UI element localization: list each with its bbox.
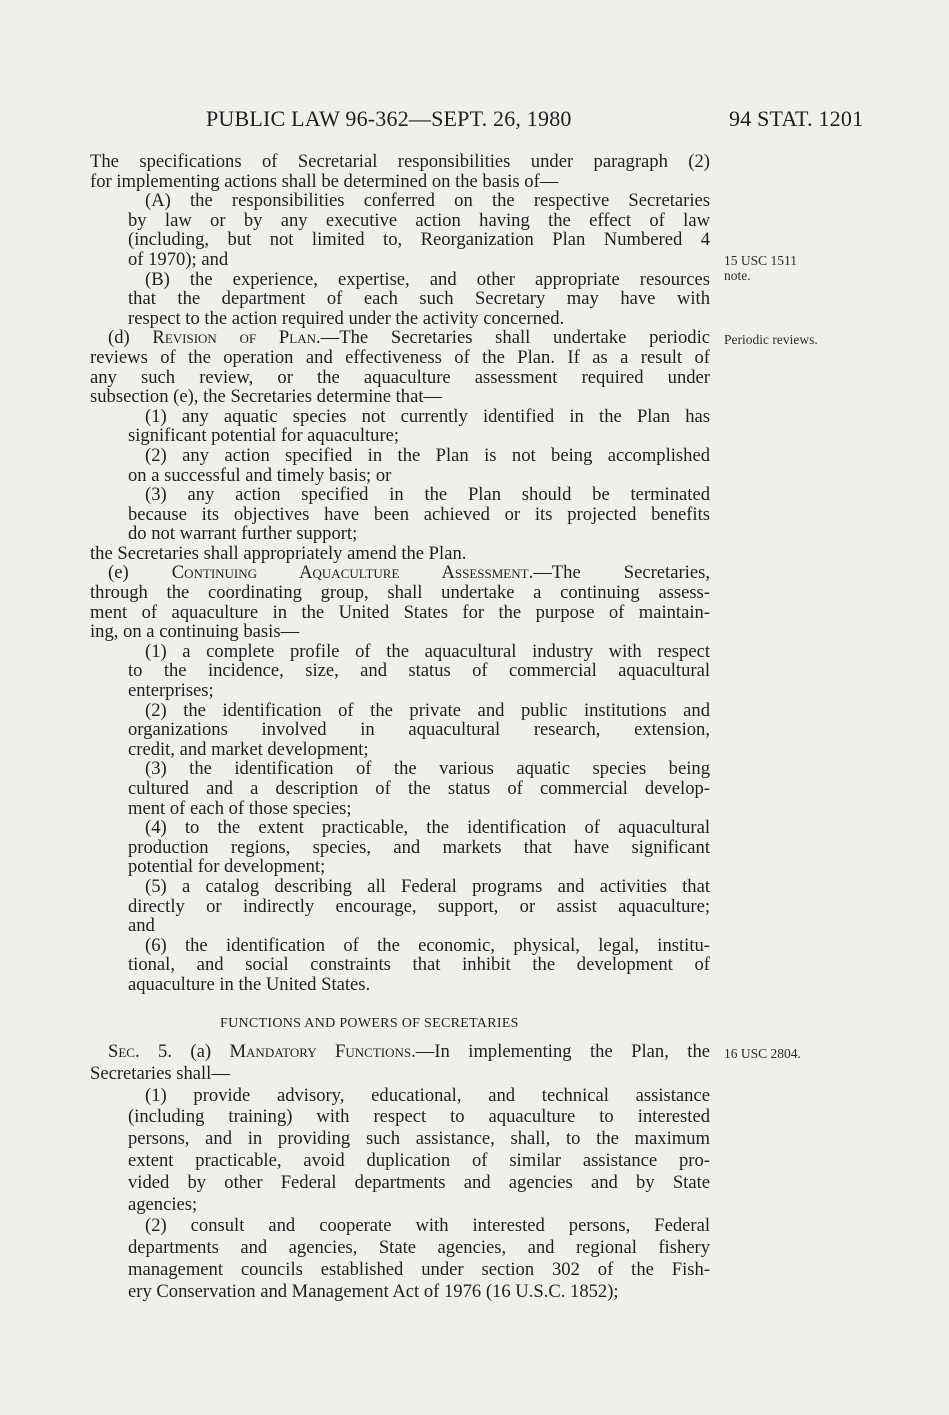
text-span: .—The Secretaries shall undertake periodic bbox=[315, 327, 710, 349]
running-header-title: PUBLIC LAW 96-362—SEPT. 26, 1980 bbox=[206, 106, 572, 131]
text-line: Secretaries shall— bbox=[90, 1062, 230, 1084]
section-heading: FUNCTIONS AND POWERS OF SECRETARIES bbox=[220, 1016, 519, 1031]
text-line: of 1970); and bbox=[128, 248, 229, 270]
text-line: credit, and market development; bbox=[128, 738, 369, 760]
text-line: because its objectives have been achieved or its projected benefits bbox=[128, 503, 710, 525]
body-text-block-2 bbox=[90, 1041, 710, 1303]
text-span: Mandatory Functions bbox=[229, 1041, 412, 1062]
text-line: tional, and social constraints that inhibit the development of bbox=[128, 954, 710, 976]
text-span: (e) bbox=[108, 562, 172, 584]
text-line: ment of aquaculture in the United States for the purpose of maintain- bbox=[90, 601, 710, 623]
text-line: (1) provide advisory, educational, and technical assistance bbox=[145, 1084, 710, 1106]
text-line: persons, and in providing such assistance, shall, to the maximum bbox=[128, 1128, 710, 1150]
text-line: subsection (e), the Secretaries determine that— bbox=[90, 386, 443, 408]
text-line: The specifications of Secretarial responsibilities under paragraph (2) bbox=[90, 151, 710, 172]
text-line: directly or indirectly encourage, support, or assist aquaculture; bbox=[128, 895, 710, 917]
text-line: (1) any aquatic species not currently identified in the Plan has bbox=[145, 405, 710, 427]
text-line: do not warrant further support; bbox=[128, 523, 358, 545]
text-line: (2) consult and cooperate with interested persons, Federal bbox=[145, 1215, 710, 1237]
text-line: aquaculture in the United States. bbox=[128, 973, 371, 995]
text-span: Revision of Plan bbox=[152, 327, 316, 349]
text-span: .—The Secretaries, bbox=[528, 562, 710, 584]
statute-page-number: 94 STAT. 1201 bbox=[729, 106, 864, 131]
text-line bbox=[90, 563, 710, 583]
text-line: that the department of each such Secretary may have with bbox=[128, 288, 710, 310]
text-span: (d) bbox=[108, 327, 153, 349]
text-line: (3) any action specified in the Plan should be terminated bbox=[145, 484, 710, 506]
text-line: (6) the identification of the economic, physical, legal, institu- bbox=[145, 934, 710, 956]
body-text-block-1 bbox=[90, 152, 710, 995]
text-line: ing, on a continuing basis— bbox=[90, 621, 300, 643]
text-line: extent practicable, avoid duplication of similar assistance pro- bbox=[128, 1149, 710, 1171]
text-line bbox=[90, 1041, 710, 1063]
text-line: the Secretaries shall appropriately amend the Plan. bbox=[90, 542, 467, 564]
text-line: potential for development; bbox=[128, 856, 326, 878]
text-line: respect to the action required under the activity concerned. bbox=[128, 307, 565, 329]
text-line: significant potential for aquaculture; bbox=[128, 425, 400, 447]
margin-note-usc: 15 USC 1511 note. bbox=[724, 253, 798, 283]
text-line: (5) a catalog describing all Federal programs and activities that bbox=[145, 875, 710, 897]
text-span: Sec. bbox=[108, 1041, 140, 1062]
text-line: cultured and a description of the status of commercial develop- bbox=[128, 778, 710, 799]
text-line: (1) a complete profile of the aquacultural industry with respect bbox=[145, 640, 710, 662]
text-line: (3) the identification of the various aquatic species being bbox=[145, 758, 710, 780]
text-span: .—In implementing the Plan, the bbox=[411, 1041, 711, 1062]
text-span: Continuing Aquaculture Assessment bbox=[171, 562, 529, 584]
text-line: departments and agencies, State agencies, and regional fishery bbox=[128, 1237, 710, 1259]
text-line: (4) to the extent practicable, the identification of aquacultural bbox=[145, 817, 710, 839]
margin-note-usc-2804: 16 USC 2804. bbox=[724, 1046, 801, 1061]
text-line: (including training) with respect to aquaculture to interested bbox=[128, 1106, 710, 1128]
margin-note-periodic-reviews: Periodic reviews. bbox=[724, 332, 818, 347]
text-line: for implementing actions shall be determined on the basis of— bbox=[90, 170, 559, 192]
text-line: ment of each of those species; bbox=[128, 797, 352, 819]
text-line: and bbox=[128, 915, 155, 937]
text-line: any such review, or the aquaculture assessment required under bbox=[90, 366, 710, 388]
text-line: vided by other Federal departments and agencies and by State bbox=[128, 1171, 710, 1193]
text-span: 5. (a) bbox=[139, 1041, 230, 1062]
text-line: (A) the responsibilities conferred on the respective Secretaries bbox=[145, 190, 710, 212]
text-line: management councils established under section 302 of the Fish- bbox=[128, 1258, 710, 1280]
text-line: organizations involved in aquacultural research, extension, bbox=[128, 719, 710, 741]
text-line: enterprises; bbox=[128, 680, 214, 702]
text-line bbox=[90, 328, 710, 348]
text-line: reviews of the operation and effectiveness of the Plan. If as a result of bbox=[90, 346, 710, 368]
text-line: agencies; bbox=[128, 1193, 198, 1215]
text-line: ery Conservation and Management Act of 1976 (16 U.S.C. 1852); bbox=[128, 1280, 619, 1302]
text-line: to the incidence, size, and status of commercial aquacultural bbox=[128, 660, 710, 682]
text-line: production regions, species, and markets that have significant bbox=[128, 836, 710, 858]
text-line: (2) any action specified in the Plan is not being accomplished bbox=[145, 444, 710, 466]
text-line: (including, but not limited to, Reorganization Plan Numbered 4 bbox=[128, 229, 710, 251]
text-line: by law or by any executive action having the effect of law bbox=[128, 209, 710, 231]
text-line: (B) the experience, expertise, and other appropriate resources bbox=[145, 268, 710, 290]
text-line: through the coordinating group, shall undertake a continuing assess- bbox=[90, 582, 710, 604]
text-line: on a successful and timely basis; or bbox=[128, 464, 392, 486]
text-line: (2) the identification of the private and public institutions and bbox=[145, 699, 710, 721]
